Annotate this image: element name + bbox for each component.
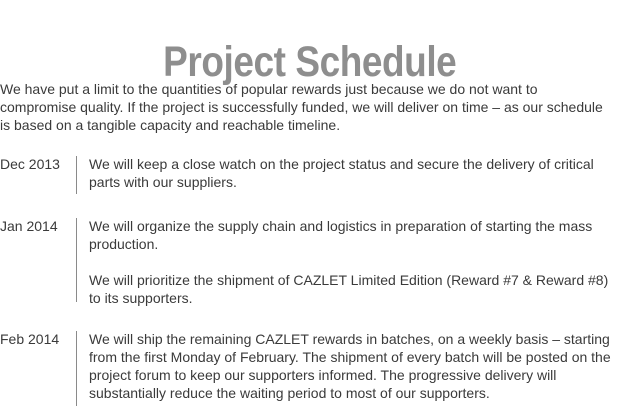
schedule-paragraph: We will keep a close watch on the project status and secure the delivery of critical parts with our suppliers. xyxy=(89,156,594,190)
schedule-date: Feb 2014 xyxy=(0,331,60,347)
intro-paragraph: We have put a limit to the quantities of popular rewards just because we do not want to compromise quality. If the project is successfully funded, we will deliver on time – as our schedule is based on a tangible capacity and reachable timeline. xyxy=(0,81,603,133)
schedule-paragraph: We will ship the remaining CAZLET rewards in batches, on a weekly basis – starting from the first Monday of February. The shipment of every batch will be posted on the project forum to keep our supporters informed. The progressive delivery will substantially reduce the waiting period to most of our supporters. xyxy=(89,331,611,401)
schedule-date: Jan 2014 xyxy=(0,218,58,234)
timeline-divider xyxy=(76,331,77,406)
timeline-divider xyxy=(76,156,77,194)
timeline-divider xyxy=(76,218,77,302)
schedule-paragraph: We will prioritize the shipment of CAZLET Limited Edition (Reward #7 & Reward #8) to its supporters. xyxy=(89,272,609,306)
schedule-paragraph: We will organize the supply chain and logistics in preparation of starting the mass production. xyxy=(89,218,593,252)
schedule-description xyxy=(89,330,617,402)
schedule-date: Dec 2013 xyxy=(0,156,60,172)
schedule-description xyxy=(89,217,617,307)
schedule-description xyxy=(89,155,617,191)
page-title: Project Schedule xyxy=(163,37,457,86)
